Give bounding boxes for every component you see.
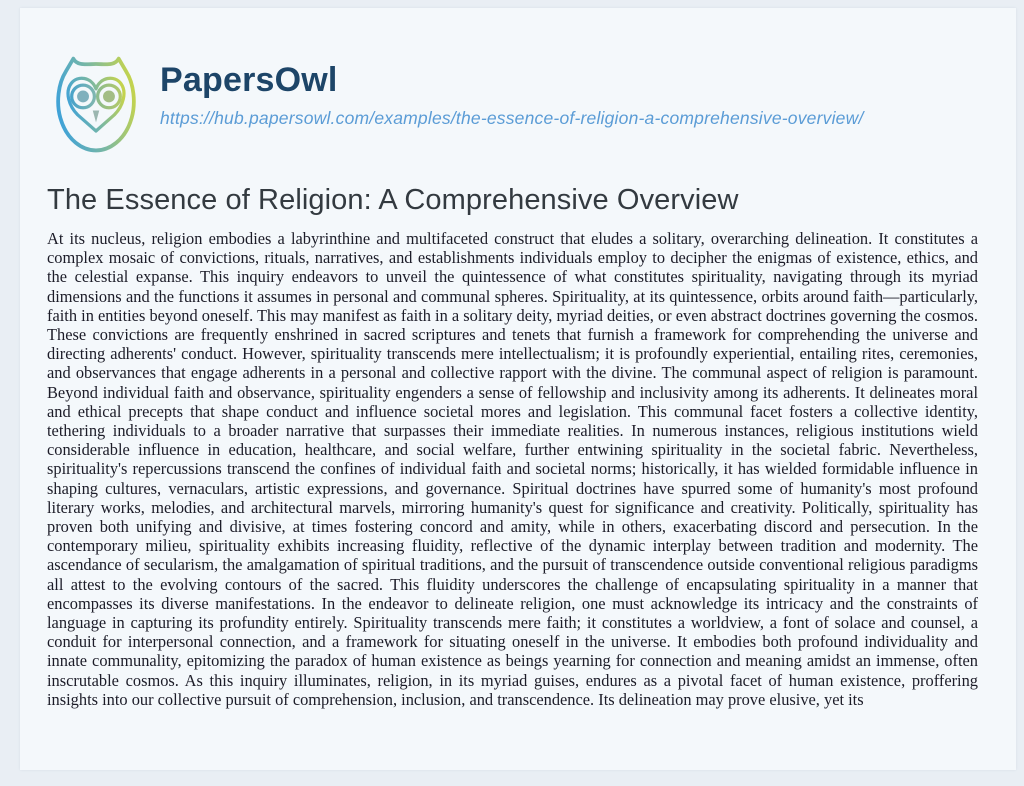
source-url-link[interactable]: https://hub.papersowl.com/examples/the-essence-of-religion-a-comprehensive-overview/ (160, 108, 864, 129)
article (20, 184, 1016, 709)
site-header (20, 8, 1016, 158)
article-body-text: At its nucleus, religion embodies a labyrinthine and multifaceted construct that eludes a solitary, overarching delineation. It constitutes a complex mosaic of convictions, rituals, narratives, and establishments individuals employ to decipher the enigmas of existence, ethics, and the celestial expanse. This inquiry endeavors to unveil the quintessence of what constitutes spirituality, navigating through its myriad dimensions and the functions it assumes in personal and communal spheres. Spirituality, at its quintessence, orbits around faith—particularly, faith in entities beyond oneself. This may manifest as faith in a solitary deity, myriad deities, or even abstract doctrines governing the cosmos. These convictions are frequently enshrined in sacred scriptures and tenets that furnish a framework for comprehending the universe and directing adherents' conduct. However, spirituality transcends mere intellectualism; it is profoundly experiential, entailing rites, ceremonies, and observances that engage adherents in a personal and collective rapport with the divine. The communal aspect of religion is paramount. Beyond individual faith and observance, spirituality engenders a sense of fellowship and inclusivity among its adherents. It delineates moral and ethical precepts that shape conduct and influence societal mores and legislation. This communal facet fosters a collective identity, tethering individuals to a broader narrative that surpasses their immediate realities. In numerous instances, religious institutions wield considerable influence in education, healthcare, and social welfare, further entwining spirituality in the societal fabric. Nevertheless, spirituality's repercussions transcend the confines of individual faith and societal norms; historically, it has wielded formidable influence in shaping cultures, vernaculars, artistic expressions, and governance. Spiritual doctrines have spurred some of humanity's most profound literary works, melodies, and architectural marvels, mirroring humanity's quest for significance and creativity. Politically, spirituality has proven both unifying and divisive, at times fostering concord and amity, while in others, exacerbating discord and persecution. In the contemporary milieu, spirituality exhibits increasing fluidity, reflective of the dynamic interplay between tradition and modernity. The ascendance of secularism, the amalgamation of spiritual traditions, and the pursuit of transcendence outside conventional religious paradigms all attest to the evolving contours of the sacred. This fluidity underscores the challenge of encapsulating spirituality in a manner that encompasses its diverse manifestations. In the endeavor to delineate religion, one must acknowledge its intricacy and the constraints of language in capturing its profundity entirely. Spirituality transcends mere faith; it constitutes a worldview, a font of solace and counsel, a conduit for interpersonal connection, and a framework for situating oneself in the universe. It embodies both profound individuality and innate communality, epitomizing the paradox of human existence as beings yearning for connection and meaning amidst an immense, often inscrutable cosmos. As this inquiry illuminates, religion, in its myriad guises, endures as a pivotal facet of human existence, proffering insights into our collective pursuit of comprehension, inclusion, and transcendence. Its delineation may prove elusive, yet its (47, 229, 978, 709)
document-page (20, 8, 1016, 770)
papersowl-logo (42, 50, 150, 158)
brand-name: PapersOwl (160, 61, 338, 99)
brand-block (160, 50, 864, 129)
owl-icon (42, 50, 150, 158)
page-title: The Essence of Religion: A Comprehensive Overview (47, 184, 739, 216)
